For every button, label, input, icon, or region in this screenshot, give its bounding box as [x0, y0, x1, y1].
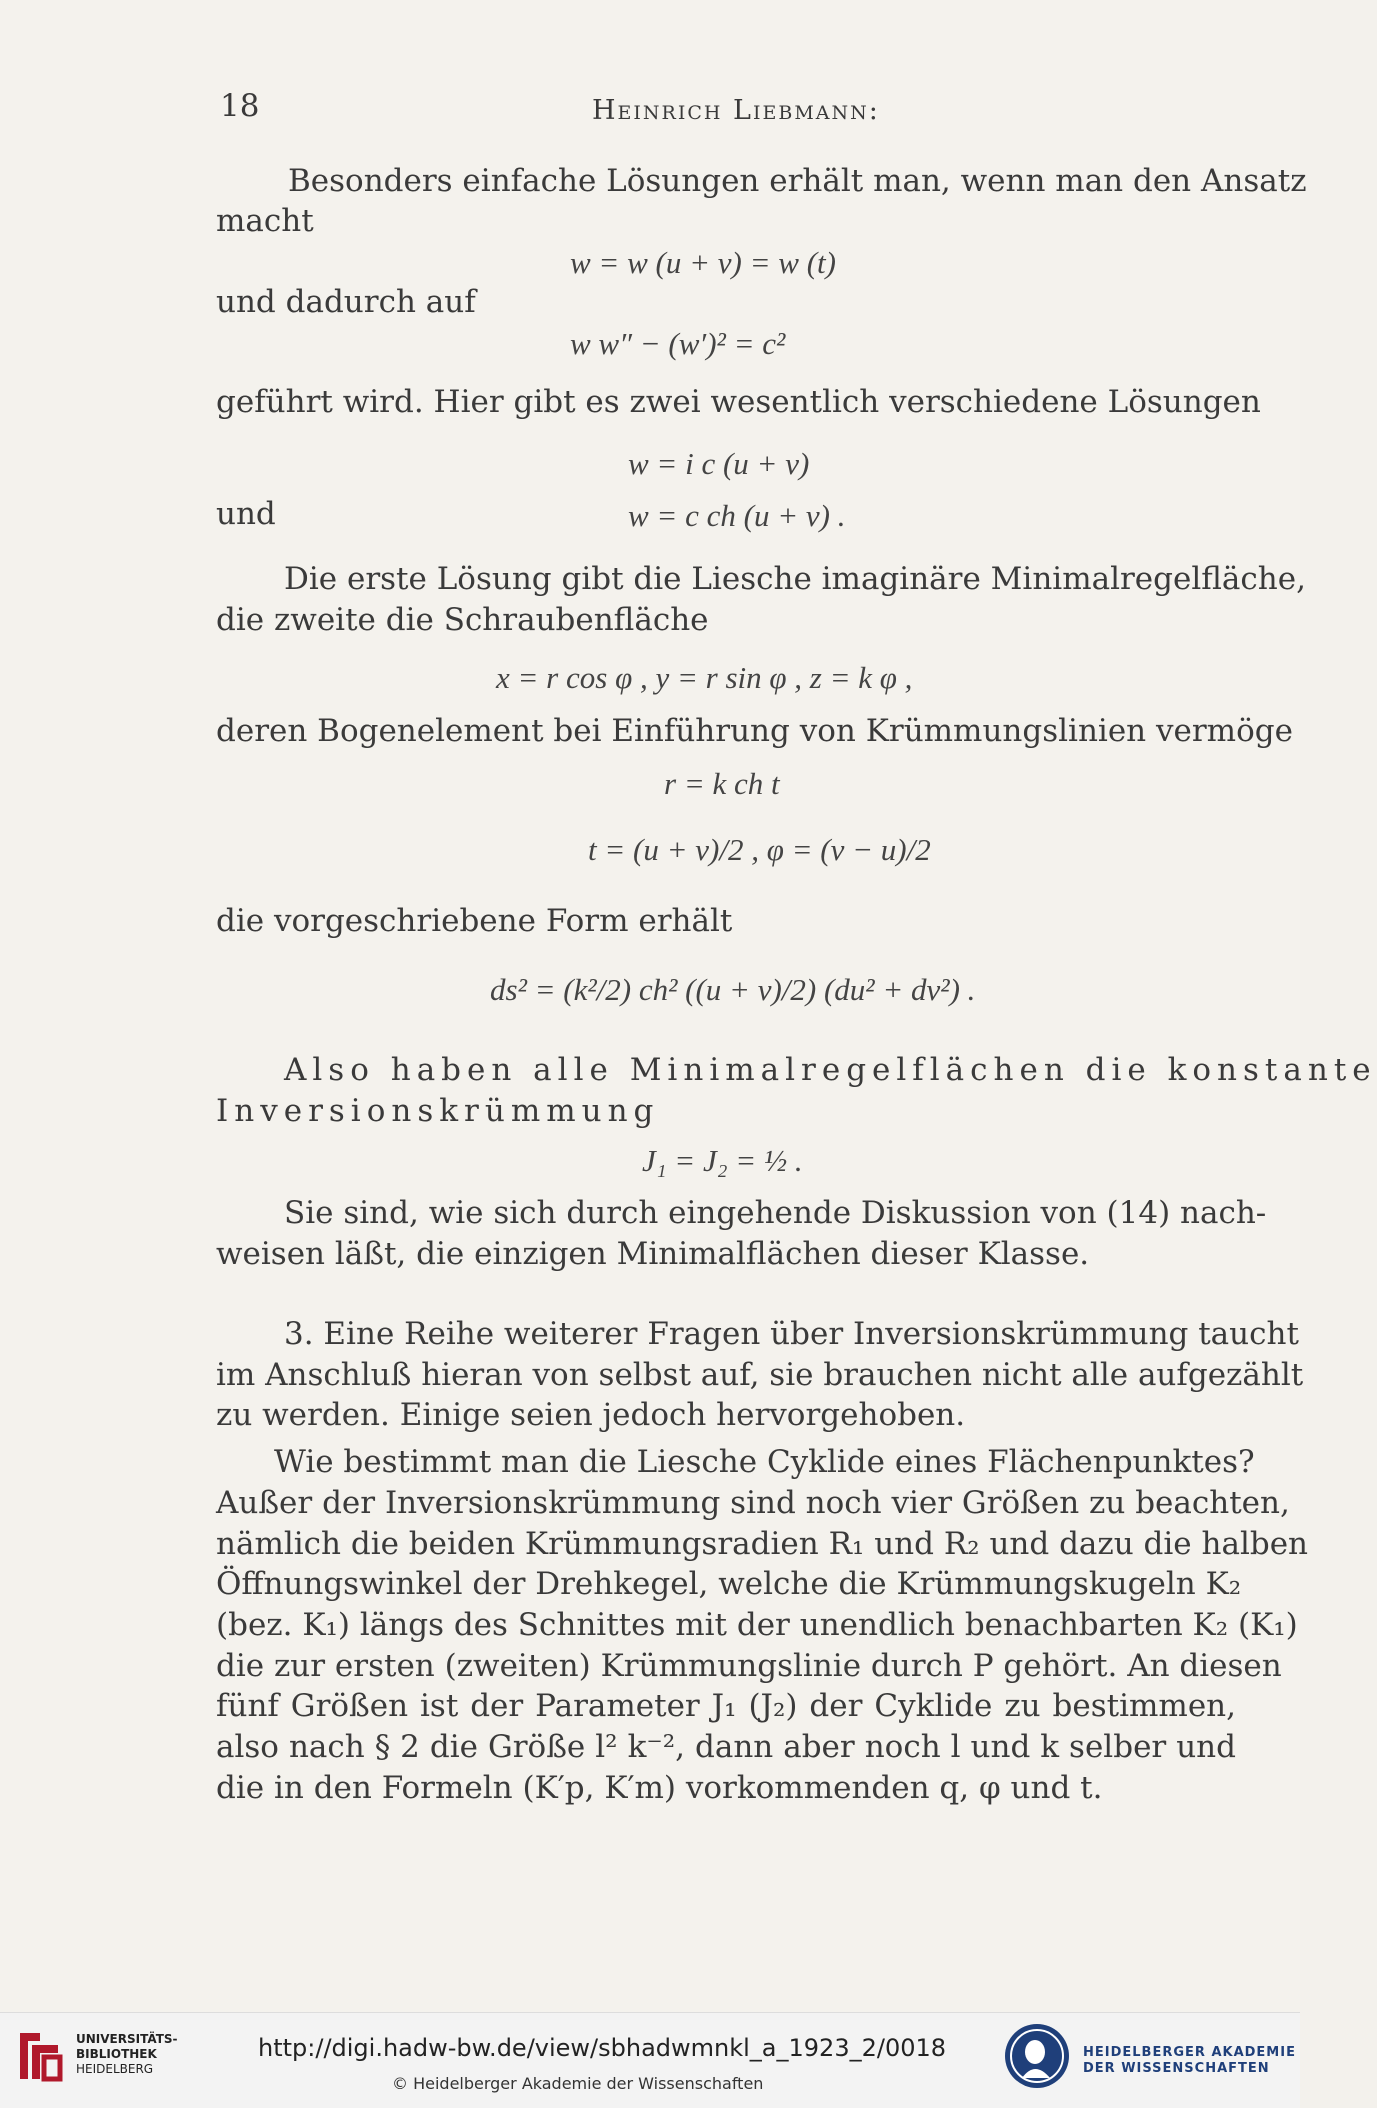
text-line: Die erste Lösung gibt die Liesche imaginäre Minimalregelfläche,	[284, 561, 1306, 597]
academy-name: HEIDELBERGER AKADEMIE DER WISSENSCHAFTEN	[1083, 2045, 1296, 2076]
text-line: weisen läßt, die einzigen Minimalflächen dieser Klasse.	[216, 1236, 1090, 1272]
equation: r = k ch t	[664, 766, 780, 801]
page-number: 18	[220, 88, 260, 124]
university-library-logo-icon[interactable]	[14, 2027, 66, 2087]
text-line: Also haben alle Minimalregelflächen die konstante	[284, 1052, 1377, 1088]
text-line: Sie sind, wie sich durch eingehende Diskussion von (14) nach-	[284, 1195, 1267, 1231]
text-line: nämlich die beiden Krümmungsradien R₁ und R₂ und dazu die halben	[216, 1526, 1309, 1562]
text-line: Außer der Inversionskrümmung sind noch vier Größen zu beachten,	[216, 1485, 1290, 1521]
text-line: die zweite die Schraubenfläche	[216, 602, 709, 638]
text-line: und dadurch auf	[216, 284, 476, 320]
text-line: (bez. K₁) längs des Schnittes mit der unendlich benachbarten K₂ (K₁)	[216, 1607, 1298, 1643]
equation: x = r cos φ , y = r sin φ , z = k φ ,	[496, 660, 913, 695]
text-line: und	[216, 496, 276, 532]
text-line: Öffnungswinkel der Drehkegel, welche die Krümmungskugeln K₂	[216, 1566, 1242, 1602]
equation: w = i c (u + v)	[628, 446, 810, 481]
text-line: zu werden. Einige seien jedoch hervorgehoben.	[216, 1397, 966, 1433]
text-line: fünf Größen ist der Parameter J₁ (J₂) der Cyklide zu bestimmen,	[216, 1688, 1236, 1724]
text-line: 3. Eine Reihe weiterer Fragen über Inversionskrümmung taucht	[284, 1316, 1299, 1352]
equation: w = w (u + v) = w (t)	[570, 245, 836, 280]
equation: J₁ = J₂ = ½ .	[642, 1143, 803, 1178]
text-line: Besonders einfache Lösungen erhält man, wenn man den Ansatz	[288, 163, 1307, 199]
academy-seal-icon[interactable]	[1002, 2020, 1072, 2092]
text-line: also nach § 2 die Größe l² k⁻², dann aber noch l und k selber und	[216, 1729, 1236, 1765]
equation: ds² = (k²/2) ch² ((u + v)/2) (du² + dv²) .	[490, 972, 976, 1007]
text-line: macht	[216, 203, 314, 239]
running-head: Heinrich Liebmann:	[592, 95, 880, 126]
document-url-link[interactable]: http://digi.hadw-bw.de/view/sbhadwmnkl_a_1923_2/0018	[258, 2034, 947, 2062]
text-line: die vorgeschriebene Form erhält	[216, 903, 733, 939]
text-line: Inversionskrümmung	[216, 1093, 660, 1129]
copyright-notice: © Heidelberger Akademie der Wissenschaften	[392, 2074, 764, 2093]
equation: w w″ − (w′)² = c²	[570, 326, 786, 361]
equation: t = (u + v)/2 , φ = (v − u)/2	[588, 832, 931, 867]
text-line: deren Bogenelement bei Einführung von Krümmungslinien vermöge	[216, 713, 1293, 749]
equation: w = c ch (u + v) .	[628, 498, 846, 533]
text-line: Wie bestimmt man die Liesche Cyklide eines Flächenpunktes?	[274, 1444, 1255, 1480]
text-line: die zur ersten (zweiten) Krümmungslinie durch P gehört. An diesen	[216, 1648, 1282, 1684]
text-line: im Anschluß hieran von selbst auf, sie brauchen nicht alle aufgezählt	[216, 1357, 1304, 1393]
text-line: geführt wird. Hier gibt es zwei wesentlich verschiedene Lösungen	[216, 384, 1261, 420]
text-line: die in den Formeln (K′p, K′m) vorkommenden q, φ und t.	[216, 1770, 1103, 1806]
university-library-name: UNIVERSITÄTS- BIBLIOTHEK HEIDELBERG	[76, 2032, 178, 2076]
